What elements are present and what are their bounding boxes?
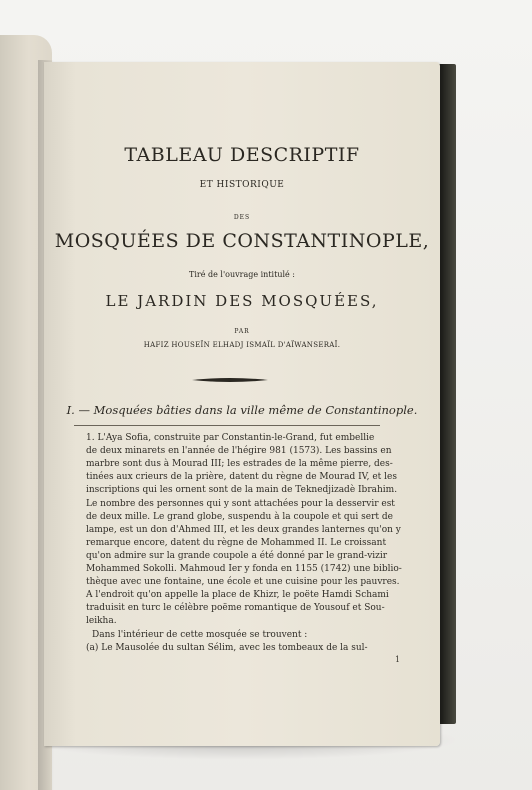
body-line: (a) Le Mausolée du sultan Sélim, avec les tombeaux de la sul-: [86, 642, 368, 653]
body-line: leikha.: [86, 616, 117, 627]
body-line: traduisit en turc le célèbre poëme romantique de Yousouf et Sou-: [86, 603, 385, 614]
body-line: marbre sont dus à Mourad III; les estrades de la même pierre, des-: [86, 459, 393, 470]
body-line: lampe, est un don d'Ahmed III, et les deux grandes lanternes qu'on y: [86, 524, 401, 535]
author-line: HAFIZ HOUSEÏN ELHADJ ISMAÏL D'AÏWANSERAÏ.: [143, 341, 341, 349]
page-mark: 1: [395, 655, 401, 664]
body-line: 1. L'Aya Sofia, construite par Constantin-le-Grand, fut embellie: [86, 433, 375, 443]
body-line: tinées aux crieurs de la prière, datent du règne de Mourad IV, et les: [86, 472, 397, 483]
body-line: inscriptions qui les ornent sont de la main de Teknedjizadè Ibrahim.: [86, 485, 398, 496]
body-line: Le nombre des personnes qui y sont attachées pour la desservir est: [86, 498, 395, 509]
body-line: qu'on admire sur la grande coupole a été donné par le grand-vizir: [86, 550, 388, 561]
section-heading: I. — Mosquées bâties dans la ville même de Constantinople.: [66, 403, 418, 417]
body-line: de deux minarets en l'année de l'hégire 981 (1573). Les bassins en: [86, 446, 392, 457]
page-title: TABLEAU DESCRIPTIF: [124, 144, 360, 166]
body-line: A l'endroit qu'on appelle la place de Khizr, le poëte Hamdi Schami: [86, 590, 389, 601]
body-line: Dans l'intérieur de cette mosquée se trouvent :: [92, 629, 308, 640]
title-subline: ET HISTORIQUE: [199, 180, 285, 190]
title-par: PAR: [234, 328, 250, 335]
ornament-rule: [190, 376, 270, 384]
title-jardin: LE JARDIN DES MOSQUÉES,: [105, 292, 379, 310]
body-line: thèque avec une fontaine, une école et une cuisine pour les pauvres.: [86, 577, 400, 588]
section-rule: [74, 425, 380, 426]
body-line: remarque encore, datent du règne de Mohammed II. Le croissant: [86, 537, 387, 548]
title-source-note: Tiré de l'ouvrage intitulé :: [188, 270, 295, 279]
body-line: Mohammed Sokolli. Mahmoud Ier y fonda en 1155 (1742) une biblio-: [86, 564, 402, 574]
title-mosquees: MOSQUÉES DE CONSTANTINOPLE,: [54, 230, 430, 252]
title-des: DES: [233, 214, 251, 221]
body-line: de deux mille. Le grand globe, suspendu à la coupole et qui sert de: [86, 511, 393, 522]
